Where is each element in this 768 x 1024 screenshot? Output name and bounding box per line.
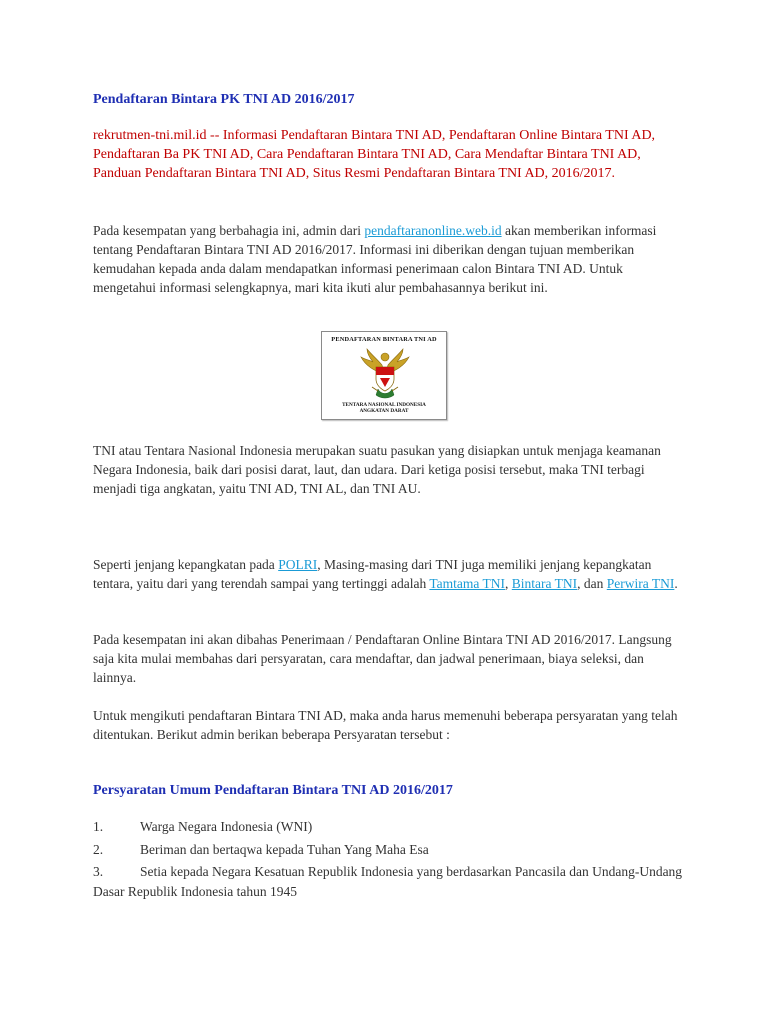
list-number: 2.	[93, 842, 104, 857]
paragraph-persyaratan: Untuk mengikuti pendaftaran Bintara TNI AD, maka anda harus memenuhi beberapa persyaratan yang telah ditentukan. Berikut admin berikan beberapa Persyaratan tersebut :	[93, 708, 678, 742]
tni-ad-logo-image	[321, 331, 447, 420]
logo-bottom-line1: TENTARA NASIONAL INDONESIA	[342, 402, 426, 408]
paragraph-text: ,	[505, 576, 512, 591]
intro-paragraph: rekrutmen-tni.mil.id -- Informasi Pendaftaran Bintara TNI AD, Pendaftaran Online Bintara TNI AD, Pendaftaran Ba PK TNI AD, Cara Pendaftaran Bintara TNI AD, Cara Mendaftar Bintara TNI AD, Panduan Pendaftaran Bintara TNI AD, Situs Resmi Pendaftaran Bintara TNI AD, 2016/2017.	[93, 128, 656, 181]
section-subtitle: Persyaratan Umum Pendaftaran Bintara TNI AD 2016/2017	[93, 783, 453, 798]
paragraph-tni: TNI atau Tentara Nasional Indonesia merupakan suatu pasukan yang disiapkan untuk menjaga keamanan Negara Indonesia, baik dari posisi darat, laut, dan udara. Dari ketiga posisi tersebut, maka TNI terbagi menjadi tiga angkatan, yaitu TNI AD, TNI AL, dan TNI AU.	[93, 443, 661, 496]
tamtama-tni-link[interactable]: Tamtama TNI	[429, 576, 506, 591]
list-item	[93, 862, 683, 902]
logo-bottom-line2: ANGKATAN DARAT	[359, 408, 409, 414]
list-text: Setia kepada Negara Kesatuan Republik Indonesia yang berdasarkan Pancasila dan Undang-Undang Dasar Republik Indonesia tahun 1945	[93, 864, 683, 899]
paragraph-text: akan memberikan informasi tentang Pendaftaran Bintara TNI AD 2016/2017. Informasi ini diberikan dengan tujuan memberikan kemudahan kepada anda dalam mendapatkan informasi penerimaan calon Bintara TNI AD. Untuk mengetahui informasi selengkapnya, mari kita ikuti alur pembahasannya berikut ini.	[93, 223, 657, 295]
list-number: 3.	[93, 864, 104, 879]
paragraph-jenjang	[93, 555, 683, 593]
logo-bottom-text	[322, 402, 446, 414]
logo-top-text: PENDAFTARAN BINTARA TNI AD	[331, 336, 437, 343]
list-text: Beriman dan bertaqwa kepada Tuhan Yang Maha Esa	[140, 842, 429, 857]
tni-emblem-icon	[358, 345, 412, 401]
paragraph-text: Pada kesempatan yang berbahagia ini, admin dari	[93, 223, 365, 238]
list-item	[93, 840, 683, 860]
paragraph-text: .	[674, 576, 678, 591]
list-number: 1.	[93, 819, 104, 834]
list-item	[93, 817, 683, 837]
page-title: Pendaftaran Bintara PK TNI AD 2016/2017	[93, 92, 355, 107]
polri-link[interactable]: POLRI	[278, 557, 318, 572]
bintara-tni-link[interactable]: Bintara TNI	[511, 576, 578, 591]
paragraph-intro-admin	[93, 221, 683, 297]
list-text: Warga Negara Indonesia (WNI)	[140, 819, 313, 834]
paragraph-text: , dan	[577, 576, 607, 591]
paragraph-kesempatan: Pada kesempatan ini akan dibahas Penerimaan / Pendaftaran Online Bintara TNI AD 2016/2017. Langsung saja kita mulai membahas dari persyaratan, cara mendaftar, dan jadwal penerimaan, biaya seleksi, dan lainnya.	[93, 632, 672, 685]
perwira-tni-link[interactable]: Perwira TNI	[606, 576, 675, 591]
paragraph-text: , Masing-masing dari TNI juga memiliki jenjang kepangkatan tentara, yaitu dari yang terendah sampai yang tertinggi adalah	[93, 557, 652, 591]
pendaftaranonline-link[interactable]: pendaftaranonline.web.id	[364, 223, 502, 238]
paragraph-text: Seperti jenjang kepangkatan pada	[93, 557, 279, 572]
